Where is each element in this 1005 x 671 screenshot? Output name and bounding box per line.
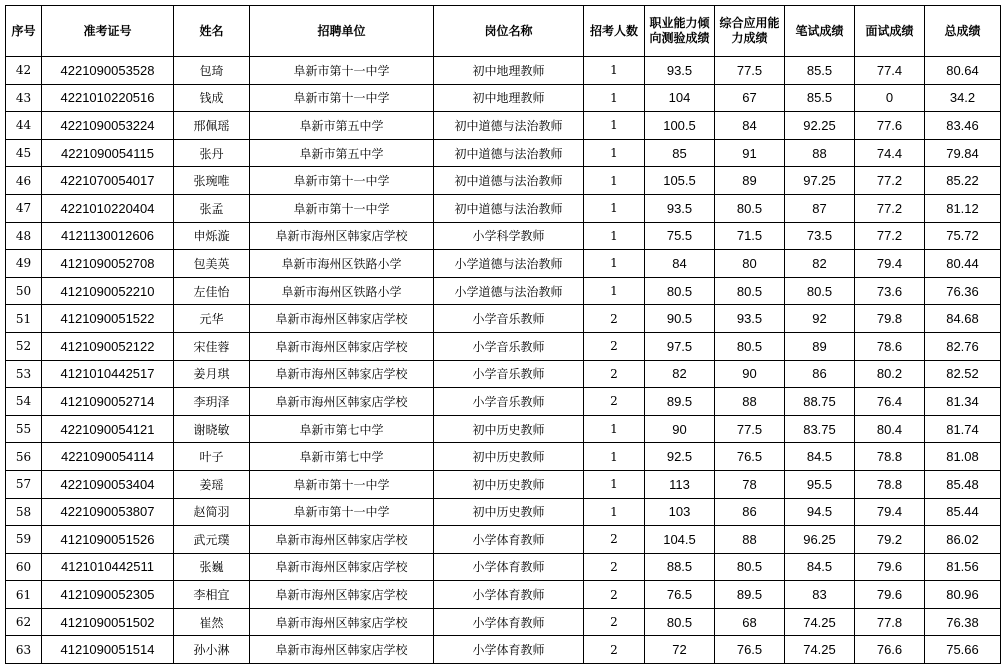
cell-written: 88 [785,139,855,167]
cell-position: 初中地理教师 [434,57,584,85]
cell-comprehensive: 84 [715,112,785,140]
header-quota: 招考人数 [584,6,645,57]
cell-quota: 2 [584,388,645,416]
table-row [6,526,1001,554]
cell-written: 74.25 [785,608,855,636]
cell-quota: 2 [584,305,645,333]
cell-aptitude: 92.5 [645,443,715,471]
cell-name: 张孟 [174,194,250,222]
cell-total: 80.96 [925,581,1001,609]
cell-name: 左佳怡 [174,277,250,305]
table-row [6,167,1001,195]
cell-total: 85.48 [925,470,1001,498]
cell-seq: 46 [6,167,42,195]
cell-employer: 阜新市海州区铁路小学 [250,277,434,305]
cell-seq: 55 [6,415,42,443]
cell-total: 81.74 [925,415,1001,443]
cell-aptitude: 76.5 [645,581,715,609]
cell-aptitude: 93.5 [645,194,715,222]
cell-seq: 61 [6,581,42,609]
cell-total: 75.72 [925,222,1001,250]
cell-name: 谢晓敏 [174,415,250,443]
cell-total: 76.36 [925,277,1001,305]
cell-quota: 1 [584,222,645,250]
cell-employer: 阜新市第五中学 [250,139,434,167]
cell-quota: 2 [584,636,645,664]
table-row [6,194,1001,222]
table-row [6,498,1001,526]
cell-comprehensive: 76.5 [715,443,785,471]
cell-position: 小学音乐教师 [434,332,584,360]
cell-position: 小学体育教师 [434,553,584,581]
cell-seq: 43 [6,84,42,112]
cell-written: 95.5 [785,470,855,498]
cell-interview: 76.4 [855,388,925,416]
header-total: 总成绩 [925,6,1001,57]
cell-quota: 1 [584,84,645,112]
cell-employer: 阜新市海州区韩家店学校 [250,553,434,581]
cell-comprehensive: 67 [715,84,785,112]
cell-seq: 57 [6,470,42,498]
cell-quota: 1 [584,498,645,526]
cell-written: 84.5 [785,553,855,581]
cell-position: 小学体育教师 [434,526,584,554]
cell-comprehensive: 90 [715,360,785,388]
cell-aptitude: 85 [645,139,715,167]
cell-name: 申烁漩 [174,222,250,250]
cell-aptitude: 82 [645,360,715,388]
table-row [6,332,1001,360]
cell-name: 崔然 [174,608,250,636]
cell-exam-id: 4221090054121 [42,415,174,443]
cell-quota: 2 [584,553,645,581]
cell-interview: 0 [855,84,925,112]
cell-seq: 58 [6,498,42,526]
cell-employer: 阜新市第七中学 [250,443,434,471]
cell-employer: 阜新市第十一中学 [250,84,434,112]
cell-interview: 80.2 [855,360,925,388]
cell-exam-id: 4221010220516 [42,84,174,112]
cell-comprehensive: 68 [715,608,785,636]
cell-total: 86.02 [925,526,1001,554]
table-row [6,305,1001,333]
cell-total: 80.64 [925,57,1001,85]
results-table [5,5,1001,664]
cell-employer: 阜新市第五中学 [250,112,434,140]
cell-interview: 78.8 [855,443,925,471]
header-seq: 序号 [6,6,42,57]
cell-employer: 阜新市海州区韩家店学校 [250,388,434,416]
cell-position: 初中历史教师 [434,443,584,471]
cell-position: 小学体育教师 [434,581,584,609]
cell-exam-id: 4121090052714 [42,388,174,416]
table-row [6,139,1001,167]
cell-exam-id: 4221090053807 [42,498,174,526]
header-exam-id: 准考证号 [42,6,174,57]
table-row [6,57,1001,85]
cell-total: 75.66 [925,636,1001,664]
cell-quota: 2 [584,581,645,609]
cell-seq: 42 [6,57,42,85]
cell-interview: 73.6 [855,277,925,305]
cell-written: 73.5 [785,222,855,250]
cell-exam-id: 4221010220404 [42,194,174,222]
cell-name: 张丹 [174,139,250,167]
header-name: 姓名 [174,6,250,57]
cell-quota: 2 [584,526,645,554]
cell-aptitude: 88.5 [645,553,715,581]
cell-comprehensive: 80.5 [715,277,785,305]
cell-employer: 阜新市海州区韩家店学校 [250,581,434,609]
cell-name: 包美英 [174,250,250,278]
cell-interview: 77.6 [855,112,925,140]
cell-comprehensive: 77.5 [715,415,785,443]
cell-quota: 1 [584,250,645,278]
cell-name: 李相宜 [174,581,250,609]
cell-name: 宋佳蓉 [174,332,250,360]
cell-name: 姜瑶 [174,470,250,498]
cell-position: 小学音乐教师 [434,305,584,333]
cell-seq: 51 [6,305,42,333]
cell-total: 83.46 [925,112,1001,140]
cell-quota: 1 [584,277,645,305]
cell-aptitude: 89.5 [645,388,715,416]
header-employer: 招聘单位 [250,6,434,57]
cell-interview: 78.6 [855,332,925,360]
table-row [6,636,1001,664]
cell-quota: 1 [584,470,645,498]
cell-interview: 79.4 [855,250,925,278]
cell-position: 初中道德与法治教师 [434,167,584,195]
cell-employer: 阜新市第十一中学 [250,194,434,222]
table-row [6,388,1001,416]
cell-comprehensive: 71.5 [715,222,785,250]
cell-interview: 76.6 [855,636,925,664]
cell-comprehensive: 88 [715,388,785,416]
header-position: 岗位名称 [434,6,584,57]
cell-exam-id: 4121090051514 [42,636,174,664]
cell-total: 81.56 [925,553,1001,581]
cell-written: 97.25 [785,167,855,195]
cell-quota: 2 [584,332,645,360]
cell-aptitude: 84 [645,250,715,278]
cell-comprehensive: 86 [715,498,785,526]
cell-quota: 1 [584,167,645,195]
cell-name: 李玥泽 [174,388,250,416]
cell-aptitude: 75.5 [645,222,715,250]
cell-written: 86 [785,360,855,388]
cell-written: 83 [785,581,855,609]
cell-total: 80.44 [925,250,1001,278]
cell-written: 85.5 [785,84,855,112]
table-row [6,250,1001,278]
cell-position: 初中历史教师 [434,470,584,498]
cell-interview: 77.2 [855,194,925,222]
cell-written: 96.25 [785,526,855,554]
cell-aptitude: 93.5 [645,57,715,85]
cell-comprehensive: 80.5 [715,553,785,581]
cell-name: 赵简羽 [174,498,250,526]
cell-comprehensive: 80.5 [715,194,785,222]
cell-written: 83.75 [785,415,855,443]
header-comprehensive: 综合应用能力成绩 [715,6,785,57]
cell-seq: 59 [6,526,42,554]
cell-position: 初中道德与法治教师 [434,139,584,167]
cell-comprehensive: 91 [715,139,785,167]
table-row [6,277,1001,305]
table-row [6,581,1001,609]
cell-employer: 阜新市海州区韩家店学校 [250,526,434,554]
cell-seq: 56 [6,443,42,471]
table-row [6,222,1001,250]
cell-position: 初中历史教师 [434,498,584,526]
cell-exam-id: 4221090053404 [42,470,174,498]
cell-aptitude: 104.5 [645,526,715,554]
cell-exam-id: 4121090051502 [42,608,174,636]
cell-aptitude: 72 [645,636,715,664]
cell-interview: 77.4 [855,57,925,85]
cell-total: 81.12 [925,194,1001,222]
cell-aptitude: 80.5 [645,608,715,636]
cell-written: 92.25 [785,112,855,140]
cell-exam-id: 4121090052305 [42,581,174,609]
cell-comprehensive: 93.5 [715,305,785,333]
cell-written: 74.25 [785,636,855,664]
cell-aptitude: 104 [645,84,715,112]
cell-name: 钱成 [174,84,250,112]
cell-exam-id: 4121130012606 [42,222,174,250]
cell-interview: 79.4 [855,498,925,526]
table-row [6,608,1001,636]
cell-comprehensive: 77.5 [715,57,785,85]
cell-exam-id: 4221090053224 [42,112,174,140]
cell-aptitude: 105.5 [645,167,715,195]
cell-quota: 1 [584,57,645,85]
cell-comprehensive: 89 [715,167,785,195]
cell-interview: 79.6 [855,581,925,609]
cell-seq: 60 [6,553,42,581]
cell-written: 80.5 [785,277,855,305]
cell-name: 邢佩瑶 [174,112,250,140]
cell-comprehensive: 80 [715,250,785,278]
cell-quota: 1 [584,443,645,471]
cell-seq: 50 [6,277,42,305]
cell-comprehensive: 88 [715,526,785,554]
cell-seq: 53 [6,360,42,388]
cell-employer: 阜新市海州区韩家店学校 [250,305,434,333]
cell-interview: 79.8 [855,305,925,333]
table-row [6,84,1001,112]
cell-total: 79.84 [925,139,1001,167]
cell-exam-id: 4221090053528 [42,57,174,85]
cell-name: 张琬唯 [174,167,250,195]
table-row [6,415,1001,443]
cell-quota: 1 [584,139,645,167]
cell-total: 34.2 [925,84,1001,112]
cell-interview: 78.8 [855,470,925,498]
cell-exam-id: 4121090051526 [42,526,174,554]
table-row [6,553,1001,581]
cell-position: 初中道德与法治教师 [434,194,584,222]
cell-seq: 45 [6,139,42,167]
cell-employer: 阜新市海州区韩家店学校 [250,608,434,636]
cell-position: 初中历史教师 [434,415,584,443]
cell-exam-id: 4221090054115 [42,139,174,167]
cell-employer: 阜新市第十一中学 [250,57,434,85]
cell-comprehensive: 76.5 [715,636,785,664]
cell-interview: 80.4 [855,415,925,443]
header-written: 笔试成绩 [785,6,855,57]
cell-exam-id: 4121090052210 [42,277,174,305]
cell-seq: 54 [6,388,42,416]
cell-position: 小学音乐教师 [434,360,584,388]
cell-written: 87 [785,194,855,222]
cell-seq: 52 [6,332,42,360]
cell-position: 小学科学教师 [434,222,584,250]
cell-name: 元华 [174,305,250,333]
cell-employer: 阜新市海州区铁路小学 [250,250,434,278]
cell-total: 82.52 [925,360,1001,388]
cell-position: 小学音乐教师 [434,388,584,416]
cell-position: 初中地理教师 [434,84,584,112]
table-row [6,112,1001,140]
cell-interview: 77.2 [855,167,925,195]
cell-total: 85.44 [925,498,1001,526]
cell-name: 叶子 [174,443,250,471]
cell-exam-id: 4121010442511 [42,553,174,581]
header-row [6,6,1001,57]
cell-written: 94.5 [785,498,855,526]
cell-comprehensive: 89.5 [715,581,785,609]
header-aptitude: 职业能力倾向测验成绩 [645,6,715,57]
cell-seq: 47 [6,194,42,222]
cell-aptitude: 90.5 [645,305,715,333]
cell-aptitude: 90 [645,415,715,443]
cell-name: 孙小淋 [174,636,250,664]
cell-written: 84.5 [785,443,855,471]
cell-exam-id: 4221090054114 [42,443,174,471]
cell-aptitude: 103 [645,498,715,526]
cell-employer: 阜新市海州区韩家店学校 [250,360,434,388]
cell-total: 76.38 [925,608,1001,636]
cell-written: 89 [785,332,855,360]
cell-total: 81.08 [925,443,1001,471]
cell-employer: 阜新市第十一中学 [250,167,434,195]
cell-employer: 阜新市第十一中学 [250,498,434,526]
cell-employer: 阜新市第十一中学 [250,470,434,498]
table-row [6,443,1001,471]
table-row [6,470,1001,498]
cell-position: 小学体育教师 [434,636,584,664]
cell-position: 小学体育教师 [434,608,584,636]
cell-seq: 62 [6,608,42,636]
cell-aptitude: 80.5 [645,277,715,305]
cell-quota: 1 [584,194,645,222]
cell-name: 武元璞 [174,526,250,554]
cell-exam-id: 4121090052708 [42,250,174,278]
cell-interview: 77.2 [855,222,925,250]
cell-employer: 阜新市海州区韩家店学校 [250,636,434,664]
cell-interview: 77.8 [855,608,925,636]
cell-seq: 44 [6,112,42,140]
cell-written: 82 [785,250,855,278]
cell-exam-id: 4121090052122 [42,332,174,360]
cell-quota: 1 [584,415,645,443]
cell-seq: 63 [6,636,42,664]
cell-name: 张巍 [174,553,250,581]
cell-exam-id: 4221070054017 [42,167,174,195]
cell-position: 初中道德与法治教师 [434,112,584,140]
cell-aptitude: 100.5 [645,112,715,140]
cell-aptitude: 97.5 [645,332,715,360]
cell-employer: 阜新市第七中学 [250,415,434,443]
cell-quota: 1 [584,112,645,140]
cell-written: 88.75 [785,388,855,416]
cell-written: 85.5 [785,57,855,85]
cell-employer: 阜新市海州区韩家店学校 [250,222,434,250]
cell-seq: 48 [6,222,42,250]
cell-quota: 2 [584,360,645,388]
cell-interview: 79.2 [855,526,925,554]
cell-total: 81.34 [925,388,1001,416]
cell-name: 姜月琪 [174,360,250,388]
cell-comprehensive: 78 [715,470,785,498]
cell-interview: 74.4 [855,139,925,167]
header-interview: 面试成绩 [855,6,925,57]
cell-written: 92 [785,305,855,333]
cell-exam-id: 4121010442517 [42,360,174,388]
cell-position: 小学道德与法治教师 [434,250,584,278]
cell-aptitude: 113 [645,470,715,498]
cell-total: 82.76 [925,332,1001,360]
cell-employer: 阜新市海州区韩家店学校 [250,332,434,360]
cell-name: 包琦 [174,57,250,85]
table-row [6,360,1001,388]
cell-total: 85.22 [925,167,1001,195]
cell-position: 小学道德与法治教师 [434,277,584,305]
cell-seq: 49 [6,250,42,278]
cell-interview: 79.6 [855,553,925,581]
cell-quota: 2 [584,608,645,636]
cell-comprehensive: 80.5 [715,332,785,360]
cell-exam-id: 4121090051522 [42,305,174,333]
cell-total: 84.68 [925,305,1001,333]
